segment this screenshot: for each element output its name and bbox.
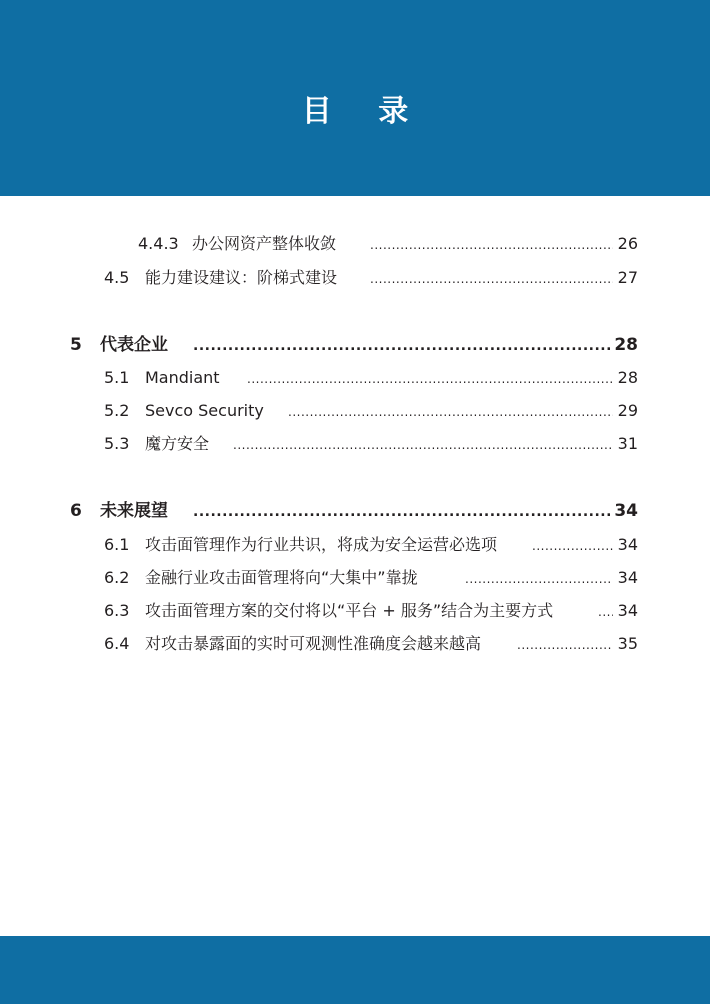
toc-entry-4-5[interactable] xyxy=(0,266,710,290)
toc-entry-label: 魔方安全 xyxy=(145,434,210,453)
toc-entry-6-4[interactable] xyxy=(0,632,710,656)
toc-leader-dots xyxy=(465,566,613,590)
toc-entry-page: 34 xyxy=(617,568,638,587)
toc-chapter-page: 28 xyxy=(614,335,638,355)
toc-leader-dots xyxy=(598,599,613,623)
toc-chapter-number: 6 xyxy=(70,501,82,521)
toc-entry-number: 6.4 xyxy=(104,634,130,653)
toc-entry-page: 35 xyxy=(617,634,638,653)
toc-entry-number: 6.1 xyxy=(104,535,130,554)
toc-entry-label: Sevco Security xyxy=(145,401,264,420)
toc-leader-dots xyxy=(370,266,613,290)
toc-entry-6-2[interactable] xyxy=(0,566,710,590)
toc-chapter-5[interactable] xyxy=(0,333,710,357)
toc-leader-dots xyxy=(233,432,613,456)
toc-entry-6-3[interactable] xyxy=(0,599,710,623)
toc-entry-number: 4.4.3 xyxy=(138,234,179,253)
toc-entry-label: 攻击面管理作为行业共识，将成为安全运营必选项 xyxy=(145,535,498,554)
toc-leader-dots xyxy=(247,366,613,390)
toc-chapter-number: 5 xyxy=(70,335,82,355)
page-title: 目 录 xyxy=(301,94,427,129)
toc-leader-dots xyxy=(193,333,613,357)
toc-entry-label: 能力建设建议：阶梯式建设 xyxy=(145,268,338,287)
toc-leader-dots xyxy=(517,632,613,656)
toc-entry-page: 28 xyxy=(617,368,638,387)
toc-chapter-6[interactable] xyxy=(0,499,710,523)
toc-entry-label: 金融行业攻击面管理将向“大集中”靠拢 xyxy=(145,568,418,587)
toc-entry-number: 5.1 xyxy=(104,368,130,387)
toc-entry-label: Mandiant xyxy=(145,368,220,387)
toc-entry-number: 4.5 xyxy=(104,268,130,287)
toc-entry-page: 29 xyxy=(617,401,638,420)
toc-entry-label: 办公网资产整体收敛 xyxy=(192,234,337,253)
toc-entry-number: 5.2 xyxy=(104,401,130,420)
toc-entry-5-2[interactable] xyxy=(0,399,710,423)
toc-entry-number: 6.2 xyxy=(104,568,130,587)
toc-chapter-page: 34 xyxy=(614,501,638,521)
header-band xyxy=(0,0,710,196)
toc-entry-5-1[interactable] xyxy=(0,366,710,390)
toc-entry-page: 34 xyxy=(617,601,638,620)
toc-entry-6-1[interactable] xyxy=(0,533,710,557)
toc-entry-page: 31 xyxy=(617,434,638,453)
toc-entry-page: 27 xyxy=(617,268,638,287)
toc-entry-number: 6.3 xyxy=(104,601,130,620)
toc-entry-5-3[interactable] xyxy=(0,432,710,456)
toc-leader-dots xyxy=(532,533,613,557)
toc-entry-number: 5.3 xyxy=(104,434,130,453)
toc-chapter-label: 代表企业 xyxy=(100,335,168,355)
toc-leader-dots xyxy=(288,399,613,423)
toc-entry-page: 26 xyxy=(617,234,638,253)
toc-leader-dots xyxy=(370,232,613,256)
toc-chapter-label: 未来展望 xyxy=(100,501,168,521)
footer-band xyxy=(0,936,710,1004)
toc-entry-page: 34 xyxy=(617,535,638,554)
toc-entry-label: 攻击面管理方案的交付将以“平台 + 服务”结合为主要方式 xyxy=(145,601,554,620)
toc-entry-4-4-3[interactable] xyxy=(0,232,710,256)
toc-entry-label: 对攻击暴露面的实时可观测性准确度会越来越高 xyxy=(145,634,482,653)
toc-leader-dots xyxy=(193,499,613,523)
